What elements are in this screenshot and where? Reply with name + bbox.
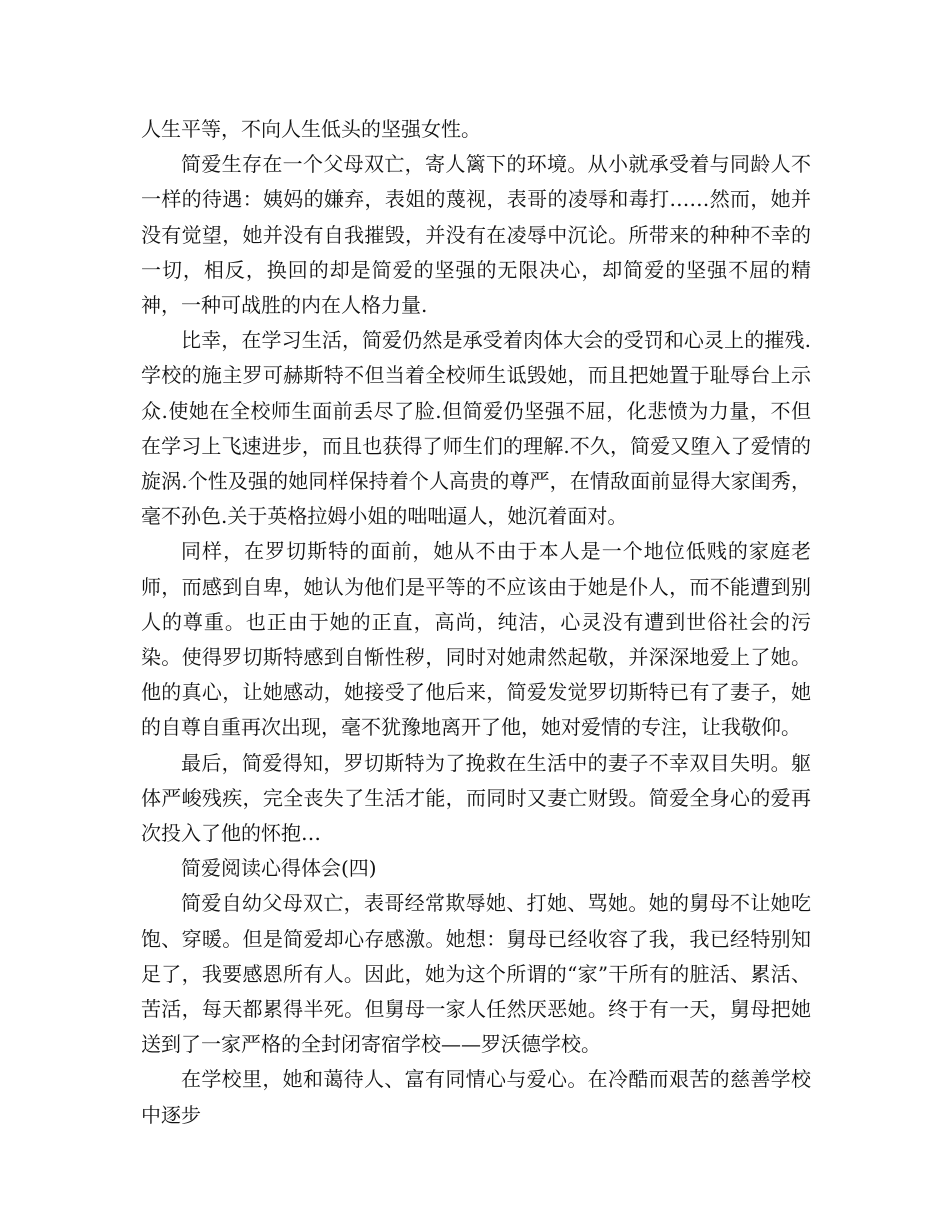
paragraph-3: 比幸，在学习生活，简爱仍然是承受着肉体大会的受罚和心灵上的摧残.学校的施主罗可赫斯特不但当着全校师生诋毁她，而且把她置于耻辱台上示众.使她在全校师生面前丢尽了脸.但简爱仍坚强不屈，化悲愤为力量，不但在学习上飞速进步，而且也获得了师生们的理解.不久，简爱又堕入了爱情的旋涡.个性及强的她同样保持着个人高贵的尊严，在情敌面前显得大家闺秀，毫不孙色.关于英格拉姆小姐的咄咄逼人，她沉着面对。 (141, 328, 811, 529)
paragraph-1: 人生平等，不向人生低头的坚强女性。 (141, 117, 481, 141)
paragraph-4: 同样，在罗切斯特的面前，她从不由于本人是一个地位低贱的家庭老师，而感到自卑，她认为他们是平等的不应该由于她是仆人，而不能遭到别人的尊重。也正由于她的正直，高尚，纯洁，心灵没有遭到世俗社会的污染。使得罗切斯特感到自惭性秽，同时对她肃然起敬，并深深地爱上了她。他的真心，让她感动，她接受了他后来，简爱发觉罗切斯特已有了妻子，她的自尊自重再次出现，毫不犹豫地离开了他，她对爱情的专注，让我敬仰。 (141, 539, 811, 740)
paragraph-7: 在学校里，她和蔼待人、富有同情心与爱心。在冷酷而艰苦的慈善学校中逐步 (141, 1067, 811, 1127)
paragraph-2: 简爱生存在一个父母双亡，寄人篱下的环境。从小就承受着与同龄人不一样的待遇：姨妈的嫌弃，表姐的蔑视，表哥的凌辱和毒打……然而，她并没有觉望，她并没有自我摧毁，并没有在凌辱中沉论。所带来的种种不幸的一切，相反，换回的却是简爱的坚强的无限决心，却简爱的坚强不屈的精神，一种可战胜的内在人格力量. (141, 152, 811, 318)
section-heading: 简爱阅读心得体会(四) (181, 856, 377, 881)
document-body (141, 112, 811, 1133)
paragraph-6: 简爱自幼父母双亡，表哥经常欺辱她、打她、骂她。她的舅母不让她吃饱、穿暖。但是简爱却心存感激。她想：舅母已经收容了我，我已经特别知足了，我要感恩所有人。因此，她为这个所谓的“家”干所有的脏活、累活、苦活，每天都累得半死。但舅母一家人任然厌恶她。终于有一天，舅母把她送到了一家严格的全封闭寄宿学校——罗沃德学校。 (141, 891, 811, 1057)
paragraph-5: 最后，简爱得知，罗切斯特为了挽救在生活中的妻子不幸双目失明。躯体严峻残疾，完全丧失了生活才能，而同时又妻亡财毁。简爱全身心的爱再次投入了他的怀抱… (141, 750, 811, 846)
